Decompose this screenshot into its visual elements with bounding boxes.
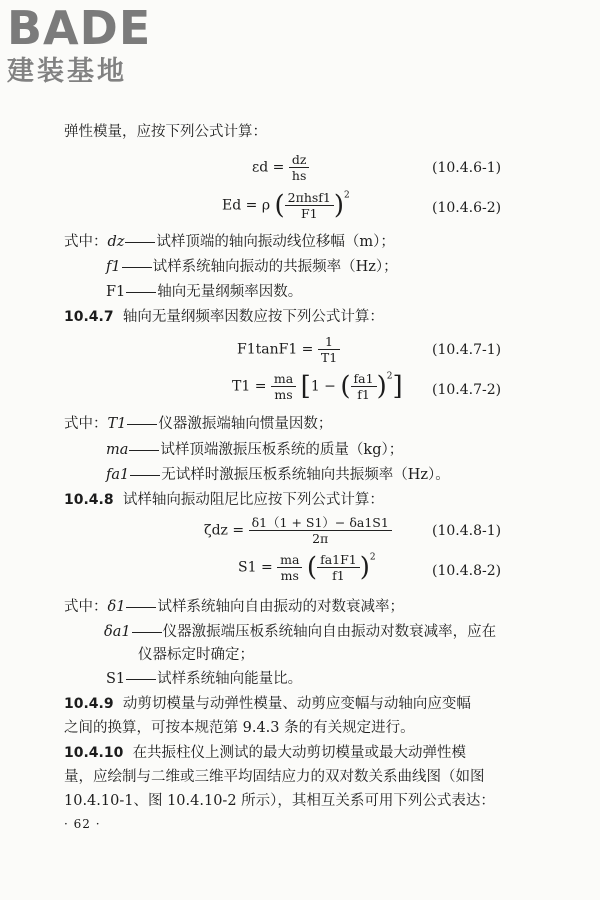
where-item: fa1 无试样时激振压板系统轴向共振频率（Hz）。 <box>106 467 450 483</box>
logo-wordmark: BADE <box>7 1 152 55</box>
page-number: · 62 · <box>64 817 101 831</box>
eq-fraction: $\frac{fa1}{f1}$ <box>351 371 377 402</box>
intro-text: 弹性模量，应按下列公式计算： <box>64 124 267 140</box>
eq-lhs: ζdz = <box>204 522 245 539</box>
bade-logo <box>7 1 152 88</box>
section-10-4-8: 10.4.8 试样轴向振动阻尼比应按下列公式计算： <box>64 492 384 508</box>
eq-label-10-4-7-1: (10.4.7-1) <box>432 342 502 358</box>
where-item: F1 轴向无量纲频率因数。 <box>106 284 303 300</box>
where-item: ma 试样顶端激振压板系统的质量（kg）； <box>106 442 404 458</box>
equation-10-4-6-2: Ed = ρ ( $\frac{\text{2πhsf1}}{F1}$ )$^2$ <box>222 190 350 221</box>
where-item: f1 试样系统轴向振动的共振频率（Hz）； <box>106 259 398 275</box>
section-10-4-10-line3: 10.4.10-1、图 10.4.10-2 所示），其相互关系可用下列公式表达： <box>64 793 495 809</box>
eq-fraction: $\frac{ma}{ms}$ <box>277 552 302 583</box>
eq-lhs: F1tanF1 = <box>237 341 314 358</box>
eq-label-10-4-7-2: (10.4.7-2) <box>432 382 502 398</box>
eq-fraction: $\frac{1}{T1}$ <box>318 334 340 365</box>
section-10-4-10-line2: 量，应绘制与二维或三维平均固结应力的双对数关系曲线图（如图 <box>64 769 485 785</box>
where-item: δa1 仪器激振端压板系统轴向自由振动对数衰减率，应在 <box>104 624 497 640</box>
section-10-4-10: 10.4.10 在共振柱仪上测试的最大动剪切模量或最大动弹性模 <box>64 745 467 761</box>
eq-label-10-4-6-1: (10.4.6-1) <box>432 160 502 176</box>
section-10-4-9: 10.4.9 动剪切模量与动弹性模量、动剪应变幅与动轴向应变幅 <box>64 696 471 712</box>
eq-fraction: $\frac{ma}{ms}$ <box>271 371 296 402</box>
eq-lhs: T1 = <box>232 378 267 395</box>
equation-10-4-8-1 <box>204 515 392 546</box>
eq-fraction: $\frac{\text{2πhsf1}}{F1}$ <box>285 190 334 221</box>
where-item: 式中：T1 仪器激振端轴向惯量因数； <box>64 416 333 432</box>
where-item: 式中：dz 试样顶端的轴向振动线位移幅（m）； <box>64 234 395 250</box>
section-10-4-7: 10.4.7 轴向无量纲频率因数应按下列公式计算： <box>64 309 384 325</box>
eq-label-10-4-8-1: (10.4.8-1) <box>432 523 502 539</box>
section-10-4-9-line2: 之间的换算，可按本规范第 9.4.3 条的有关规定进行。 <box>64 720 415 736</box>
where-item-continuation: 仪器标定时确定； <box>138 647 254 663</box>
equation-10-4-7-1 <box>237 334 340 365</box>
eq-lhs: εd = <box>252 159 285 176</box>
eq-fraction: $\frac{\delta 1(1 + S1)- \delta a1S1}{2\pi}$ <box>249 515 392 546</box>
equation-10-4-8-2: S1 = $\frac{ma}{ms}$ ( $\frac{fa1F1}{f1}$ )$^2$ <box>238 552 376 583</box>
eq-fraction: $\frac{dz}{hs}$ <box>289 152 310 183</box>
eq-label-10-4-8-2: (10.4.8-2) <box>432 563 502 579</box>
eq-label-10-4-6-2: (10.4.6-2) <box>432 200 502 216</box>
where-item: S1 试样系统轴向能量比。 <box>106 671 303 687</box>
eq-fraction: $\frac{fa1F1}{f1}$ <box>317 552 360 583</box>
eq-lhs: S1 = <box>238 559 273 576</box>
eq-lhs: Ed = ρ <box>222 197 271 214</box>
equation-10-4-6-1 <box>252 152 309 183</box>
where-item: 式中：δ1 试样系统轴向自由振动的对数衰减率； <box>64 599 404 615</box>
logo-subtitle: 建装基地 <box>7 56 127 87</box>
equation-10-4-7-2: T1 = $\frac{ma}{ms}$ [1 − ( $\frac{fa1}{f1}$ )$^2$] <box>232 371 403 402</box>
